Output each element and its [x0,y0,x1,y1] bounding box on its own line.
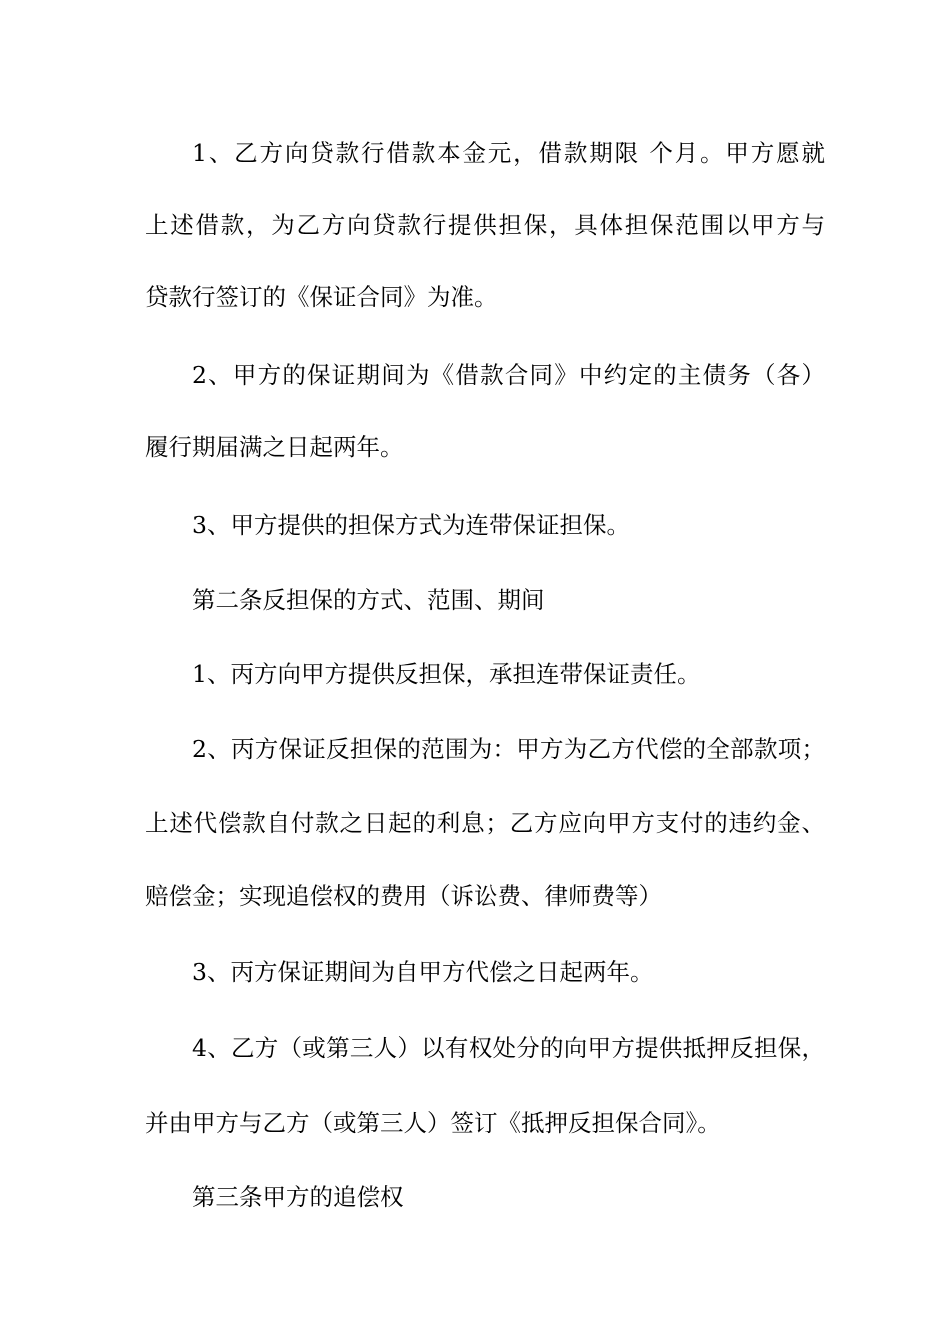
text-line: 2、甲方的保证期间为《借款合同》中约定的主债务（各） [192,361,825,389]
text-line: 3、甲方提供的担保方式为连带保证担保。 [192,511,630,539]
text-line: 上述代偿款自付款之日起的利息；乙方应向甲方支付的违约金、 [145,809,825,837]
text-line: 赔偿金；实现追偿权的费用（诉讼费、律师费等） [145,882,662,910]
text-line: 贷款行签订的《保证合同》为准。 [145,283,498,311]
text-line: 3、丙方保证期间为自甲方代偿之日起两年。 [192,958,654,986]
text-line: 履行期届满之日起两年。 [145,433,404,461]
text-line: 并由甲方与乙方（或第三人）签订《抵押反担保合同》。 [145,1109,721,1137]
text-line: 4、乙方（或第三人）以有权处分的向甲方提供抵押反担保， [192,1034,825,1062]
text-line: 1、丙方向甲方提供反担保，承担连带保证责任。 [192,660,701,688]
text-line: 2、丙方保证反担保的范围为：甲方为乙方代偿的全部款项； [192,735,825,763]
section-heading: 第二条反担保的方式、范围、期间 [192,586,545,614]
section-heading: 第三条甲方的追偿权 [192,1183,404,1211]
text-line: 上述借款，为乙方向贷款行提供担保，具体担保范围以甲方与 [145,211,825,239]
text-line: 1、乙方向贷款行借款本金元，借款期限 个月。甲方愿就 [192,139,825,167]
